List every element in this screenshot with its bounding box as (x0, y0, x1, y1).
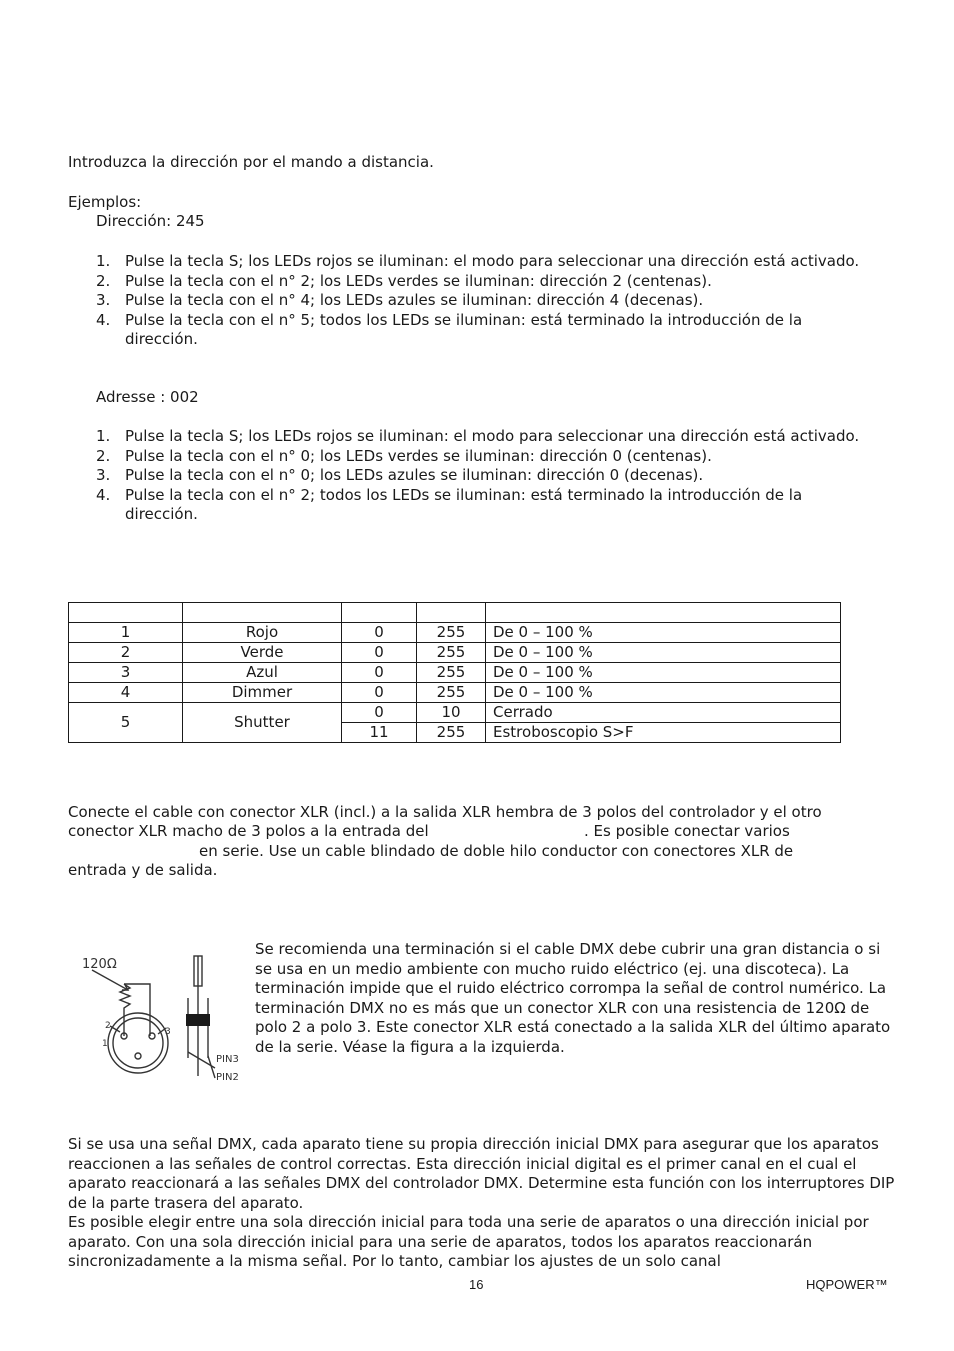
table-row: 5 Shutter 0 10 Cerrado (69, 703, 841, 723)
page-number: 16 (469, 1277, 484, 1292)
dmx-channel-table (68, 602, 841, 743)
resistor-label: 120Ω (82, 957, 117, 972)
termination-text: Se recomienda una terminación si el cable DMX debe cubrir una gran distancia o si se usa en un medio ambiente con mucho ruido eléctrico (ej. una discoteca). La terminación impide que el ruido eléctrico corrompa la señal de control numérico. La terminación DMX no es más que un conector XLR con una resistencia de 120Ω de polo 2 a polo 3. Este conector XLR está conectado a la salida XLR del último aparato de la serie. Véase la figura a la izquierda. (255, 940, 891, 1056)
table-row: 11 255 Estroboscopio S>F (69, 723, 841, 743)
list-item: 4. Pulse la tecla con el n° 5; todos los LEDs se iluminan: está terminado la introducción de la dirección. (96, 310, 803, 348)
connection-line-2b: . Es posible conectar varios (584, 822, 790, 840)
connection-line-1: Conecte el cable con conector XLR (incl.) a la salida XLR hembra de 3 polos del controlador y el otro (68, 803, 822, 821)
list-item: 1. Pulse la tecla S; los LEDs rojos se iluminan: el modo para seleccionar una dirección está activado. (96, 427, 860, 445)
table-row: 1 Rojo 0 255 De 0 – 100 % (69, 623, 841, 643)
list-item: 2. Pulse la tecla con el n° 2; los LEDs verdes se iluminan: dirección 2 (centenas). (96, 271, 712, 290)
connection-line-4: entrada y de salida. (68, 861, 218, 879)
pin2-label: PIN2 (216, 1072, 239, 1083)
example2-steps (96, 427, 876, 525)
table-header-row (69, 603, 841, 623)
connection-line-3: en serie. Use un cable blindado de doble hilo conductor con conectores XLR de (199, 842, 794, 860)
address-paragraph-1: Si se usa una señal DMX, cada aparato tiene su propia dirección inicial DMX para asegurar que los aparatos reaccionen a las señales de control correctas. Esta dirección inicial digital es el primer canal en el cual el aparato reaccionará a las señales DMX del controlador DMX. Determine esta función con los interruptores DIP de la parte trasera del aparato. (68, 1135, 895, 1212)
intro-text: Introduzca la dirección por el mando a distancia. (68, 153, 434, 171)
dmx-termination-figure (70, 948, 250, 1088)
list-item: 1. Pulse la tecla S; los LEDs rojos se iluminan: el modo para seleccionar una dirección está activado. (96, 252, 860, 270)
example1-steps (96, 252, 876, 350)
xlr-connector-icon (108, 1013, 168, 1073)
example2-heading: Adresse : 002 (96, 388, 199, 406)
brand-footer: HQPOWER™ (806, 1277, 888, 1292)
pin3-label: PIN3 (216, 1054, 239, 1065)
table-row: 2 Verde 0 255 De 0 – 100 % (69, 643, 841, 663)
pin-label-2: 2 (105, 1021, 111, 1031)
list-item: 3. Pulse la tecla con el n° 4; los LEDs azules se iluminan: dirección 4 (decenas). (96, 291, 704, 309)
examples-label: Ejemplos: (68, 193, 142, 211)
example1-heading: Dirección: 245 (96, 212, 205, 230)
list-item: 2. Pulse la tecla con el n° 0; los LEDs verdes se iluminan: dirección 0 (centenas). (96, 446, 712, 465)
connection-line-2a: conector XLR macho de 3 polos a la entrada del (68, 822, 429, 840)
list-item: 3. Pulse la tecla con el n° 0; los LEDs azules se iluminan: dirección 0 (decenas). (96, 466, 704, 484)
pin-label-3: 3 (165, 1027, 171, 1037)
pin-label-1: 1 (102, 1039, 108, 1049)
address-paragraph-2: Es posible elegir entre una sola dirección inicial para toda una serie de aparatos o una dirección inicial por aparato. Con una sola dirección inicial para una serie de aparatos, todos los aparatos reaccionarán sincronizadamente a la misma señal. Por lo tanto, cambiar los ajustes de un solo canal (68, 1213, 869, 1270)
table-row: 4 Dimmer 0 255 De 0 – 100 % (69, 683, 841, 703)
list-item: 4. Pulse la tecla con el n° 2; todos los LEDs se iluminan: está terminado la introducción de la dirección. (96, 485, 803, 523)
table-row: 3 Azul 0 255 De 0 – 100 % (69, 663, 841, 683)
